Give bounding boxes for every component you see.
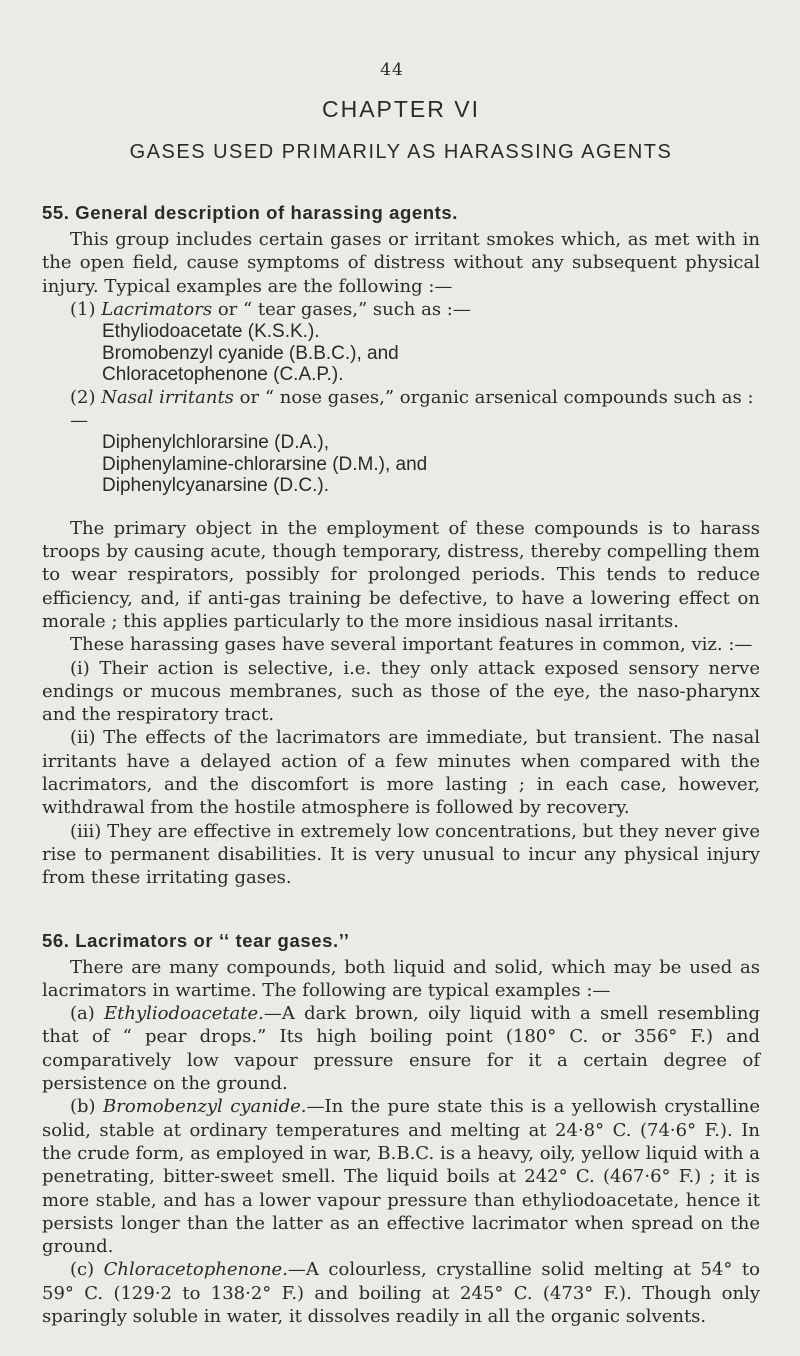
section-55-heading: 55. General description of harassing agents. bbox=[42, 202, 459, 223]
entry-ethyliodoacetate bbox=[42, 1002, 760, 1095]
entry-label: (a) bbox=[70, 1003, 95, 1025]
list-item-number: (2) bbox=[70, 386, 96, 408]
entry-text: —A dark brown, oily liquid with a smell resembling that of “ pear drops.” Its high boiling point (180° C. or 356° F.) and comparatively low vapour pressure ensure for it a certain degree of persistence on the ground. bbox=[42, 1003, 760, 1095]
list-item-term: Lacrimators bbox=[101, 298, 213, 320]
entry-chloracetophenone bbox=[42, 1258, 760, 1328]
paragraph-primary-object: The primary object in the employment of these compounds is to harass troops by causing acute, though temporary, distress, thereby compelling them to wear respirators, possibly for prolonged periods. This tends to reduce efficiency, and, if anti-gas training be defective, to have a lowering effect on morale ; this applies particularly to the more insidious nasal irritants. bbox=[42, 517, 760, 632]
list-item-lacrimators bbox=[42, 298, 760, 321]
list-item-text: or “ nose gases,” organic arsenical compounds such as :— bbox=[70, 386, 754, 431]
compound-entry: Chloracetophenone (C.A.P.). bbox=[102, 364, 344, 386]
compound-entry: Ethyliodoacetate (K.S.K.). bbox=[102, 321, 320, 343]
list-item-number: (1) bbox=[70, 298, 96, 320]
feature-effects: (ii) The effects of the lacrimators are immediate, but transient. The nasal irritants have a delayed action of a few minutes when compared with the lacrimators, and the discomfort is more lasting ; in each case, however, withdrawal from the hostile atmosphere is followed by recovery. bbox=[42, 727, 760, 819]
section-56-heading: 56. Lacrimators or ‘‘ tear gases.’’ bbox=[42, 929, 350, 951]
page-number: 44 bbox=[380, 60, 404, 80]
chapter-heading: CHAPTER VI bbox=[321, 96, 481, 122]
entry-term: Ethyliodoacetate. bbox=[104, 1003, 264, 1025]
list-item-nasal-irritants bbox=[42, 386, 760, 433]
section-56-intro: There are many compounds, both liquid and solid, which may be used as lacrimators in wartime. The following are typical examples :— bbox=[42, 956, 760, 1001]
list-item-text: or “ tear gases,” such as :— bbox=[217, 298, 471, 320]
entry-label: (c) bbox=[70, 1259, 95, 1281]
entry-term: Bromobenzyl cyanide. bbox=[103, 1096, 307, 1118]
compound-entry: Diphenylcyanarsine (D.C.). bbox=[102, 475, 330, 497]
paragraph-common-features: These harassing gases have several important features in common, viz. :— bbox=[70, 634, 753, 656]
entry-text: —A colourless, crystalline solid melting at 54° to 59° C. (129·2 to 138·2° F.) and boiling at 245° C. (473° F.). Though only sparingly soluble in water, it dissolves readily in all the organic solvents. bbox=[42, 1259, 760, 1327]
feature-low-concentration: (iii) They are effective in extremely low concentrations, but they never give rise to permanent disabilities. It is very unusual to incur any physical injury from these irritating gases. bbox=[42, 820, 760, 889]
section-55-intro: This group includes certain gases or irritant smokes which, as met with in the open field, cause symptoms of distress without any subsequent physical injury. Typical examples are the following :— bbox=[42, 229, 760, 297]
compound-entry: Bromobenzyl cyanide (B.B.C.), and bbox=[102, 342, 399, 364]
entry-label: (b) bbox=[70, 1096, 96, 1118]
entry-term: Chloracetophenone. bbox=[103, 1259, 288, 1281]
compound-entry: Diphenylamine-chlorarsine (D.M.), and bbox=[102, 453, 428, 475]
feature-selective-action: (i) Their action is selective, i.e. they only attack exposed sensory nerve endings or mucous membranes, such as those of the eye, the naso-pharynx and the respiratory tract. bbox=[42, 657, 760, 726]
entry-bromobenzyl-cyanide bbox=[42, 1095, 760, 1258]
chapter-title: GASES USED PRIMARILY AS HARASSING AGENTS bbox=[129, 141, 673, 163]
list-item-term: Nasal irritants bbox=[101, 386, 234, 408]
compound-entry: Diphenylchlorarsine (D.A.), bbox=[102, 432, 330, 454]
entry-text: —In the pure state this is a yellowish crystalline solid, stable at ordinary temperatures and melting at 24·8° C. (74·6° F.). In the crude form, as employed in war, B.B.C. is a heavy, oily, yellow liquid with a penetrating, bitter-sweet smell. The liquid boils at 242° C. (467·6° F.) ; it is more stable, and has a lower vapour pressure than ethyliodoacetate, hence it persists longer than the latter as an effective lacrimator when spread on the ground. bbox=[42, 1096, 760, 1258]
